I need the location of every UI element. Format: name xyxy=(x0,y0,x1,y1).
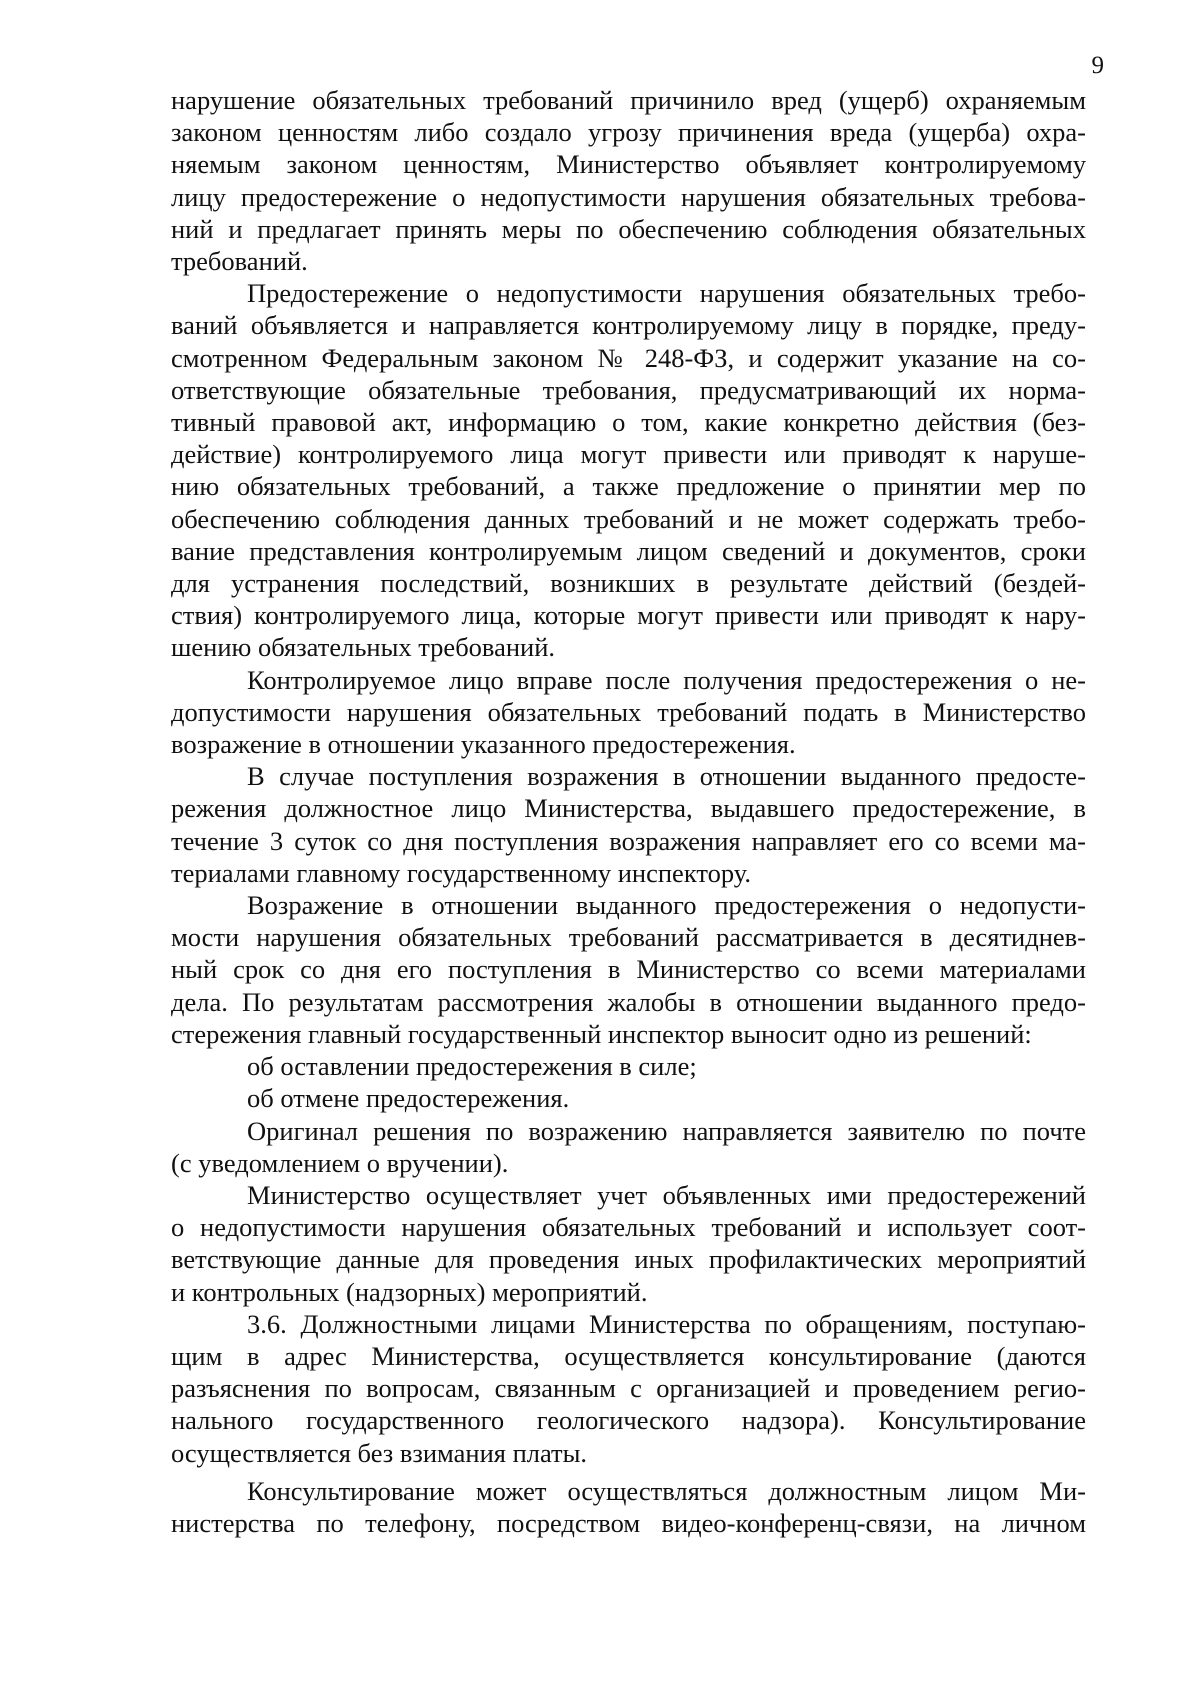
page-number: 9 xyxy=(1091,52,1104,79)
paragraph-section-3-6 xyxy=(171,1308,1086,1469)
text-line: действие) контролируемого лица могут привести или приводят к наруше- xyxy=(171,439,1086,470)
text-line: Консультирование может осуществляться должностным лицом Ми- xyxy=(247,1475,1086,1506)
text-line: разъяснения по вопросам, связанным с организацией и проведением регио- xyxy=(171,1373,1086,1404)
text-line: вание представления контролируемым лицом сведений и документов, сроки xyxy=(171,535,1086,566)
paragraph-objection-receipt xyxy=(171,760,1086,889)
text-line: и контрольных (надзорных) мероприятий. xyxy=(171,1276,648,1307)
text-line: нию обязательных требований, а также предложение о принятии мер по xyxy=(171,471,1086,502)
text-line: нарушение обязательных требований причинило вред (ущерб) охраняемым xyxy=(171,85,1086,115)
text-line: щим в адрес Министерства, осуществляется консультирование (даются xyxy=(171,1340,1086,1371)
text-line: обеспечению соблюдения данных требований и не может содержать требо- xyxy=(171,503,1086,534)
text-line: лицу предостережение о недопустимости нарушения обязательных требова- xyxy=(171,181,1086,212)
text-line: стережения главный государственный инспектор выносит одно из решений: xyxy=(171,1018,1032,1049)
text-line: тивный правовой акт, информацию о том, какие конкретно действия (без- xyxy=(171,407,1086,438)
text-line: об отмене предостережения. xyxy=(247,1083,570,1114)
text-line: В случае поступления возражения в отношении выданного предосте- xyxy=(247,761,1086,792)
text-line: допустимости нарушения обязательных требований подать в Министерство xyxy=(171,696,1086,727)
text-line: о недопустимости нарушения обязательных требований и использует соот- xyxy=(171,1212,1086,1243)
document-body xyxy=(171,84,1086,1539)
paragraph-warnings-accounting xyxy=(171,1179,1086,1308)
paragraph-objection-right xyxy=(171,664,1086,761)
text-line: законом ценностям либо создало угрозу причинения вреда (ущерба) охра- xyxy=(171,117,1086,148)
text-line: нального государственного геологического надзора). Консультирование xyxy=(171,1405,1086,1436)
text-line: мости нарушения обязательных требований рассматривается в десятиднев- xyxy=(171,922,1086,953)
text-line: режения должностное лицо Министерства, выдавшего предостережение, в xyxy=(171,793,1086,824)
text-line: смотренном Федеральным законом № 248-ФЗ, и содержит указание на со- xyxy=(171,342,1086,373)
text-line: ваний объявляется и направляется контролируемому лицу в порядке, преду- xyxy=(171,310,1086,341)
text-line: возражение в отношении указанного предостережения. xyxy=(171,729,796,760)
text-line: требований. xyxy=(171,246,308,277)
text-line: Оригинал решения по возражению направляется заявителю по почте xyxy=(247,1115,1086,1146)
text-line: Контролируемое лицо вправе после получения предостережения о не- xyxy=(247,664,1086,695)
text-line: 3.6. Должностными лицами Министерства по обращениям, поступаю- xyxy=(247,1308,1086,1339)
decision-option-keep xyxy=(171,1050,1086,1082)
text-line: об оставлении предостережения в силе; xyxy=(247,1051,697,1082)
text-line: Министерство осуществляет учет объявленных ими предостережений xyxy=(247,1179,1086,1210)
paragraph-objection-review xyxy=(171,889,1086,1050)
text-line: (с уведомлением о вручении). xyxy=(171,1147,509,1178)
text-line: нистерства по телефону, посредством видео-конференц-связи, на личном xyxy=(171,1507,1086,1538)
paragraph-continuation xyxy=(171,84,1086,277)
text-line: ный срок со дня его поступления в Министерство со всеми материалами xyxy=(171,954,1086,985)
decision-option-cancel xyxy=(171,1082,1086,1114)
text-line: ствия) контролируемого лица, которые могут привести или приводят к нару- xyxy=(171,600,1086,631)
text-line: течение 3 суток со дня поступления возражения направляет его со всеми ма- xyxy=(171,825,1086,856)
paragraph-original-decision xyxy=(171,1115,1086,1179)
paragraph-warning-announcement xyxy=(171,277,1086,663)
text-line: Предостережение о недопустимости нарушения обязательных требо- xyxy=(247,278,1086,309)
text-line: дела. По результатам рассмотрения жалобы в отношении выданного предо- xyxy=(171,986,1086,1017)
text-line: для устранения последствий, возникших в результате действий (бездей- xyxy=(171,568,1086,599)
text-line: ветствующие данные для проведения иных профилактических мероприятий xyxy=(171,1244,1086,1275)
paragraph-consultation-methods xyxy=(171,1475,1086,1539)
text-line: шению обязательных требований. xyxy=(171,632,556,663)
text-line: териалами главному государственному инспектору. xyxy=(171,857,751,888)
text-line: няемым законом ценностям, Министерство объявляет контролируемому xyxy=(171,149,1086,180)
text-line: Возражение в отношении выданного предостережения о недопусти- xyxy=(247,890,1086,921)
text-line: ний и предлагает принять меры по обеспечению соблюдения обязательных xyxy=(171,213,1086,244)
text-line: осуществляется без взимания платы. xyxy=(171,1437,588,1468)
text-line: ответствующие обязательные требования, предусматривающий их норма- xyxy=(171,374,1086,405)
